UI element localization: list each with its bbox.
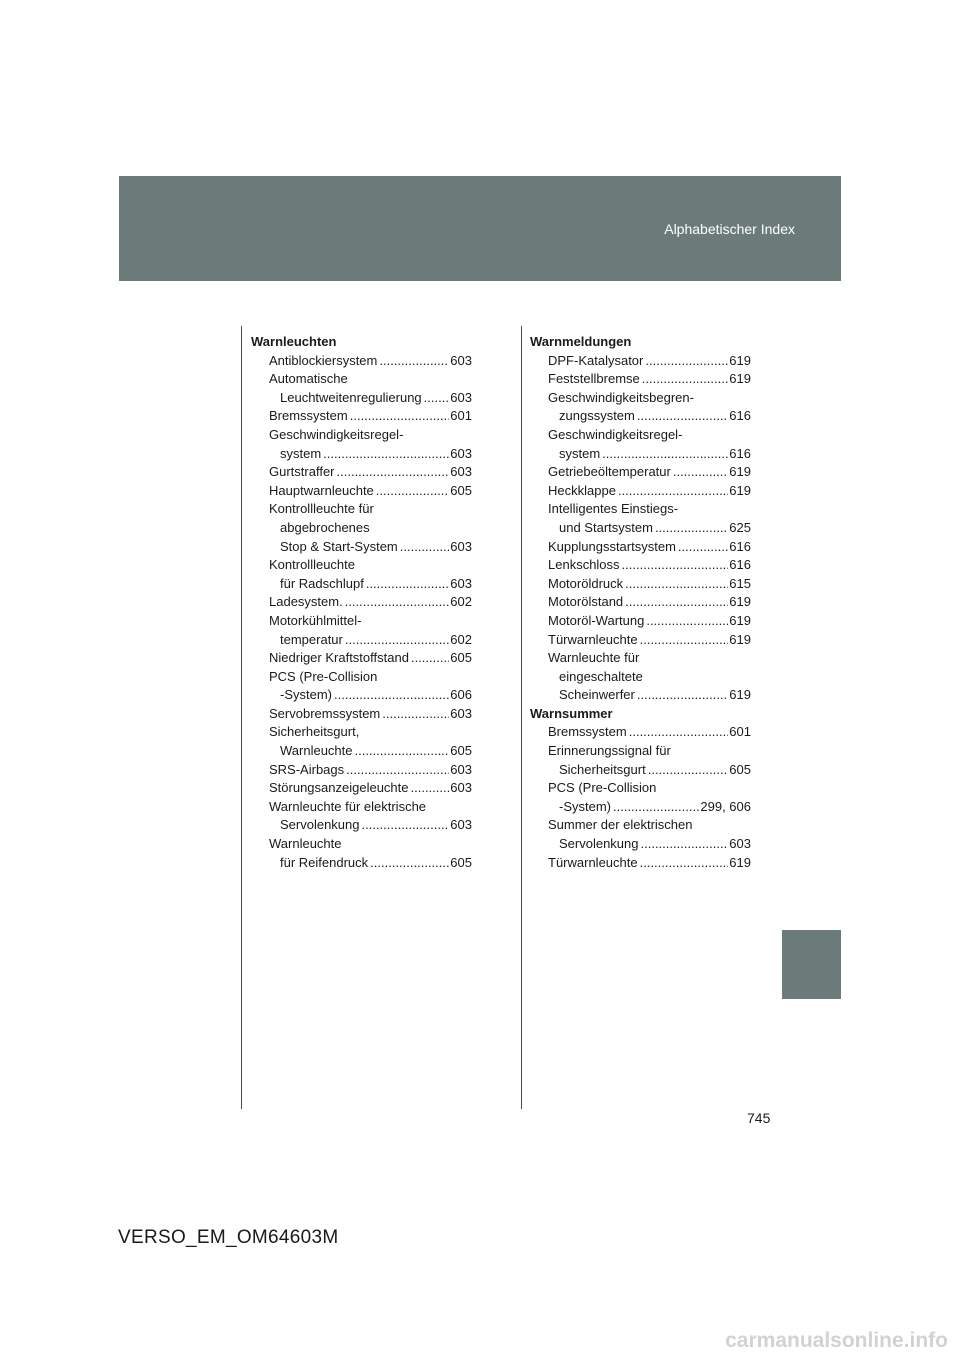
dot-leader	[629, 723, 729, 742]
index-entry-row	[548, 798, 751, 817]
index-entry-text: Motoröl-Wartung	[548, 612, 645, 628]
index-entry	[251, 556, 472, 593]
index-entry-text: Ladesystem.	[269, 594, 343, 610]
index-entry	[530, 389, 751, 426]
index-entry-line: PCS (Pre-Collision	[548, 780, 657, 796]
index-entry-text: und Startsystem	[559, 519, 653, 535]
index-entry	[530, 575, 751, 594]
index-entry-text: Scheinwerfer	[559, 687, 635, 703]
index-entry-row	[269, 407, 472, 426]
index-entry-text: Getriebeöltemperatur	[548, 464, 671, 480]
column-divider-left	[241, 326, 242, 1109]
dot-leader	[673, 463, 728, 482]
dot-leader	[641, 835, 729, 854]
dot-leader	[382, 705, 449, 724]
dot-leader	[411, 779, 450, 798]
index-entry-row	[548, 463, 751, 482]
index-entry-row	[548, 482, 751, 501]
index-page-ref: 603	[450, 538, 472, 554]
index-page-ref: 603	[450, 817, 472, 833]
dot-leader	[678, 538, 728, 557]
index-entry	[251, 668, 472, 705]
index-entry	[530, 649, 751, 705]
index-entry	[530, 779, 751, 816]
index-page-ref: 605	[450, 743, 472, 759]
index-entry	[251, 798, 472, 835]
dot-leader	[346, 761, 449, 780]
dot-leader	[646, 612, 728, 631]
index-page-ref: 619	[729, 631, 751, 647]
index-entry-text: Stop & Start-System	[280, 538, 398, 554]
dot-leader	[648, 761, 729, 780]
index-entry-line: Geschwindigkeitsregel-	[548, 426, 683, 442]
index-page-ref: 625	[729, 519, 751, 535]
index-entry-row	[269, 816, 472, 835]
index-entry-line: Geschwindigkeitsbegren-	[548, 389, 694, 405]
index-page-ref: 601	[450, 408, 472, 424]
index-heading: Warnsummer	[530, 705, 613, 721]
index-entry-row	[269, 631, 472, 650]
index-entry-line: Kontrollleuchte	[269, 557, 355, 573]
index-entry-text: Türwarnleuchte	[548, 854, 638, 870]
index-entry	[251, 705, 472, 724]
index-entry-line: Warnleuchte für	[548, 650, 640, 666]
index-page-ref: 603	[450, 780, 472, 796]
index-page-ref: 616	[729, 408, 751, 424]
index-entry	[530, 352, 751, 371]
index-entry-row	[548, 686, 751, 705]
index-entry-row	[548, 723, 751, 742]
index-entry	[251, 593, 472, 612]
index-page-ref: 616	[729, 538, 751, 554]
index-entry-row	[548, 612, 751, 631]
index-entry-text: Servobremssystem	[269, 705, 381, 721]
index-page-ref: 619	[729, 352, 751, 368]
dot-leader	[370, 854, 449, 873]
index-entry	[251, 482, 472, 501]
index-entry-text: system	[280, 445, 322, 461]
index-entry	[530, 723, 751, 742]
index-entry-row	[548, 445, 751, 464]
index-entry-row	[269, 742, 472, 761]
index-entry-line: Kontrollleuchte für	[269, 501, 374, 517]
index-entry	[251, 500, 472, 556]
dot-leader	[640, 631, 729, 650]
index-entry	[530, 500, 751, 537]
index-entry-text: zungssystem	[559, 408, 635, 424]
index-entry-row	[269, 761, 472, 780]
index-page-ref: 605	[450, 482, 472, 498]
index-entry	[251, 779, 472, 798]
index-page-ref: 603	[450, 761, 472, 777]
index-entry-row	[269, 482, 472, 501]
document-code: VERSO_EM_OM64603M	[118, 1227, 339, 1248]
index-entry	[530, 612, 751, 631]
index-entry-row	[269, 538, 472, 557]
index-entry	[251, 723, 472, 760]
index-entry	[530, 816, 751, 853]
index-entry-row	[269, 686, 472, 705]
index-entry-text: DPF-Katalysator	[548, 352, 644, 368]
index-entry-text: Türwarnleuchte	[548, 631, 638, 647]
index-entry-row	[269, 593, 472, 612]
index-entry-row	[548, 835, 751, 854]
index-entry	[251, 407, 472, 426]
index-entry-text: -System)	[280, 687, 332, 703]
index-entry-line: Intelligentes Einstiegs-	[548, 501, 679, 517]
dot-leader	[602, 445, 728, 464]
index-entry-text: Servolenkung	[559, 836, 639, 852]
index-page-ref: 603	[450, 445, 472, 461]
index-entry-text: SRS-Airbags	[269, 761, 345, 777]
index-page-ref: 619	[729, 594, 751, 610]
column-divider-right	[521, 326, 522, 1109]
index-entry-text: system	[559, 445, 601, 461]
index-entry	[530, 370, 751, 389]
index-page-ref: 602	[450, 631, 472, 647]
index-entry-row	[548, 575, 751, 594]
index-entry-text: Antiblockiersystem	[269, 352, 378, 368]
dot-leader	[637, 407, 728, 426]
index-entry-line: Motorkühlmittel-	[269, 612, 362, 628]
index-page-ref: 619	[729, 464, 751, 480]
index-entry-text: Hauptwarnleuchte	[269, 482, 374, 498]
index-entry-text: Bremssystem	[269, 408, 348, 424]
dot-leader	[362, 816, 450, 835]
dot-leader	[640, 854, 729, 873]
index-page-ref: 603	[450, 705, 472, 721]
index-entry-text: Lenkschloss	[548, 557, 620, 573]
index-page-ref: 601	[729, 724, 751, 740]
index-page-ref: 619	[729, 482, 751, 498]
index-page-ref: 616	[729, 557, 751, 573]
dot-leader	[345, 593, 450, 612]
index-entry-text: Heckklappe	[548, 482, 616, 498]
index-entry-line: abgebrochenes	[280, 519, 370, 535]
index-entry-text: -System)	[559, 798, 611, 814]
index-entry-text: temperatur	[280, 631, 343, 647]
index-entry	[251, 426, 472, 463]
index-entry-line: Erinnerungssignal für	[548, 743, 671, 759]
dot-leader	[642, 370, 729, 389]
index-page-ref: 603	[729, 836, 751, 852]
index-entry-line: Automatische	[269, 371, 348, 387]
index-entry-row	[269, 575, 472, 594]
index-entry-row	[269, 389, 472, 408]
dot-leader	[645, 352, 728, 371]
index-heading: Warnleuchten	[251, 334, 337, 349]
index-entry-row	[548, 538, 751, 557]
index-page-ref: 605	[450, 854, 472, 870]
dot-leader	[350, 407, 450, 426]
index-entry	[251, 761, 472, 780]
index-page-ref: 605	[450, 650, 472, 666]
index-entry-row	[548, 370, 751, 389]
index-page-ref: 606	[450, 687, 472, 703]
dot-leader	[625, 575, 728, 594]
index-entry	[530, 426, 751, 463]
index-entry-line: eingeschaltete	[559, 668, 643, 684]
index-entry	[251, 370, 472, 407]
index-page-ref: 619	[729, 612, 751, 628]
index-page-ref: 603	[450, 464, 472, 480]
index-entry	[530, 482, 751, 501]
index-entry-line: PCS (Pre-Collision	[269, 668, 378, 684]
index-entry-row	[269, 779, 472, 798]
index-entry-row	[548, 352, 751, 371]
index-entry	[251, 649, 472, 668]
index-entry-text: Gurtstraffer	[269, 464, 335, 480]
index-entry-row	[548, 593, 751, 612]
index-entry-line: Warnleuchte	[269, 836, 342, 852]
index-page-ref: 603	[450, 352, 472, 368]
index-page-ref: 299, 606	[700, 798, 751, 814]
dot-leader	[345, 631, 449, 650]
dot-leader	[400, 538, 450, 557]
page-number: 745	[747, 1110, 771, 1126]
index-entry-text: Motorölstand	[548, 594, 624, 610]
dot-leader	[625, 593, 728, 612]
index-entry-text: Feststellbremse	[548, 371, 640, 387]
index-entry-row	[548, 854, 751, 873]
index-entry-row	[548, 556, 751, 575]
index-entry-text: Sicherheitsgurt	[559, 761, 646, 777]
dot-leader	[323, 445, 449, 464]
index-entry-line: Sicherheitsgurt,	[269, 724, 360, 740]
index-page-ref: 615	[729, 575, 751, 591]
index-entry-row	[269, 463, 472, 482]
index-entry	[251, 463, 472, 482]
index-page-ref: 603	[450, 575, 472, 591]
index-entry-row	[548, 631, 751, 650]
index-page-ref: 603	[450, 389, 472, 405]
index-entry-text: Servolenkung	[280, 817, 360, 833]
index-entry	[530, 556, 751, 575]
index-entry-text: Niedriger Kraftstoffstand	[269, 650, 409, 666]
index-page-ref: 619	[729, 687, 751, 703]
dot-leader	[366, 575, 449, 594]
section-title: Alphabetischer Index	[664, 221, 795, 237]
dot-leader	[637, 686, 728, 705]
index-entry-text: Warnleuchte	[280, 743, 353, 759]
index-entry	[530, 593, 751, 612]
dot-leader	[655, 519, 728, 538]
dot-leader	[355, 742, 450, 761]
dot-leader	[379, 352, 449, 371]
watermark: carmanualsonline.info	[725, 1329, 948, 1352]
index-entry-text: Motoröldruck	[548, 575, 624, 591]
index-entry-text: für Reifendruck	[280, 854, 369, 870]
index-entry	[251, 612, 472, 649]
dot-leader	[411, 649, 449, 668]
index-entry-text: Leuchtweitenregulierung	[280, 389, 422, 405]
index-entry-text: für Radschlupf	[280, 575, 364, 591]
index-entry	[530, 854, 751, 873]
index-page-ref: 619	[729, 371, 751, 387]
index-entry-row	[269, 705, 472, 724]
index-entry-row	[269, 352, 472, 371]
index-entry	[251, 835, 472, 872]
index-heading: Warnmeldungen	[530, 334, 632, 349]
chapter-thumb-tab	[782, 930, 841, 999]
index-entry-text: Störungsanzeigeleuchte	[269, 780, 409, 796]
header-band	[119, 176, 841, 281]
index-page-ref: 619	[729, 854, 751, 870]
index-entry-line: Geschwindigkeitsregel-	[269, 426, 404, 442]
index-page-ref: 602	[450, 594, 472, 610]
dot-leader	[622, 556, 729, 575]
index-entry-row	[269, 445, 472, 464]
index-entry-text: Bremssystem	[548, 724, 627, 740]
index-entry-row	[548, 519, 751, 538]
index-entry	[530, 463, 751, 482]
index-entry-row	[548, 761, 751, 780]
index-entry	[530, 631, 751, 650]
index-column-right	[530, 333, 751, 872]
index-entry-row	[548, 407, 751, 426]
dot-leader	[613, 798, 699, 817]
index-entry	[251, 352, 472, 371]
index-entry-row	[269, 649, 472, 668]
index-page-ref: 616	[729, 445, 751, 461]
index-column-left	[251, 333, 472, 872]
index-entry-text: Kupplungsstartsystem	[548, 538, 676, 554]
dot-leader	[334, 686, 449, 705]
dot-leader	[376, 482, 450, 501]
index-entry-line: Summer der elektrischen	[548, 817, 693, 833]
dot-leader	[337, 463, 450, 482]
index-entry	[530, 538, 751, 557]
index-entry	[530, 742, 751, 779]
dot-leader	[424, 389, 450, 408]
index-entry-line: Warnleuchte für elektrische	[269, 798, 427, 814]
index-page-ref: 605	[729, 761, 751, 777]
dot-leader	[618, 482, 728, 501]
index-entry-row	[269, 854, 472, 873]
